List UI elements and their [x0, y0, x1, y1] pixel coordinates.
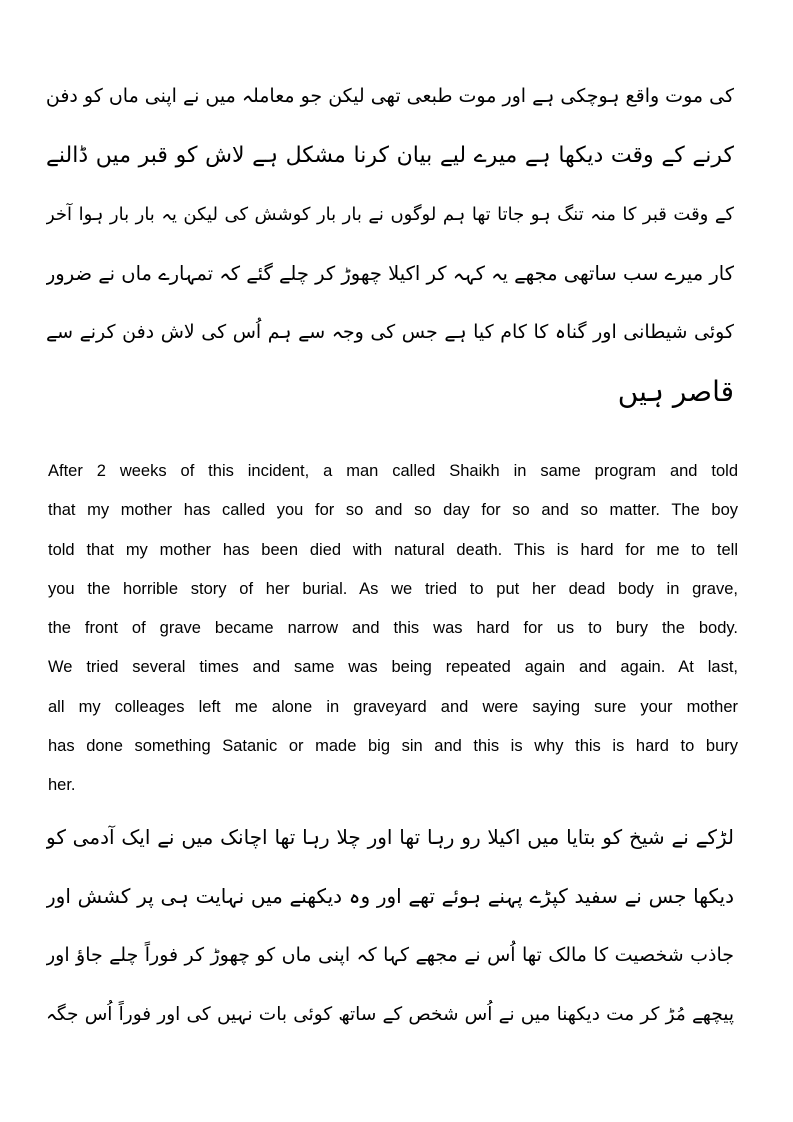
english-line: you the horrible story of her burial. As we tried to put her dead body in grave, [48, 579, 738, 598]
urdu-line: جاذب شخصیت کا مالک تھا اُس نے مجھے کہا کہ اپنی ماں کو چھوڑ کر فوراً چلے جاؤ اور [46, 944, 734, 966]
urdu-line: پیچھے مُڑ کر مت دیکھنا میں نے اُس شخص کے ساتھ کوئی بات نہیں کی اور فوراً اُس جگہ [46, 1004, 734, 1025]
urdu-line: کرنے کے وقت دیکھا ہے میرے لیے بیان کرنا مشکل ہے لاش کو قبر میں ڈالنے [46, 143, 734, 168]
urdu-line: دیکھا جس نے سفید کپڑے پہنے ہوئے تھے اور وہ دیکھنے میں نہایت ہی پر کشش اور [46, 884, 734, 908]
english-line: her. [48, 776, 76, 795]
english-line: that my mother has called you for so and so day for so and so matter. The boy [48, 501, 738, 520]
urdu-line: قاصر ہیں [617, 375, 734, 408]
english-line: has done something Satanic or made big sin and this is why this is hard to bury [48, 737, 738, 756]
urdu-line: کار میرے سب ساتھی مجھے یہ کہہ کر اکیلا چھوڑ کر چلے گئے کہ تمہارے ماں نے ضرور [46, 262, 734, 285]
english-line: all my colleages left me alone in graveyard and were saying sure your mother [48, 697, 738, 716]
english-line: the front of grave became narrow and this was hard for us to bury the body. [48, 619, 738, 638]
english-line: After 2 weeks of this incident, a man called Shaikh in same program and told [48, 462, 738, 480]
urdu-line: لڑکے نے شیخ کو بتایا میں اکیلا رو رہا تھا اور چلا رہا تھا اچانک میں نے ایک آدمی کو [46, 825, 734, 849]
urdu-paragraph-top [46, 67, 734, 421]
english-line: told that my mother has been died with natural death. This is hard for me to tell [48, 540, 738, 559]
urdu-line: کوئی شیطانی اور گناہ کا کام کیا ہے جس کی وجہ سے ہم اُس کی لاش دفن کرنے سے [46, 321, 734, 343]
english-line: We tried several times and same was being repeated again and again. At last, [48, 658, 738, 677]
urdu-line: کی موت واقع ہوچکی ہے اور موت طبعی تھی لیکن جو معاملہ میں نے اپنی ماں کو دفن [46, 85, 734, 107]
urdu-paragraph-bottom [46, 808, 734, 1044]
urdu-line: کے وقت قبر کا منہ تنگ ہو جاتا تھا ہم لوگوں نے بار بار کوشش کی لیکن یہ بار بار ہوا آخر [46, 204, 734, 225]
english-paragraph [48, 452, 738, 806]
